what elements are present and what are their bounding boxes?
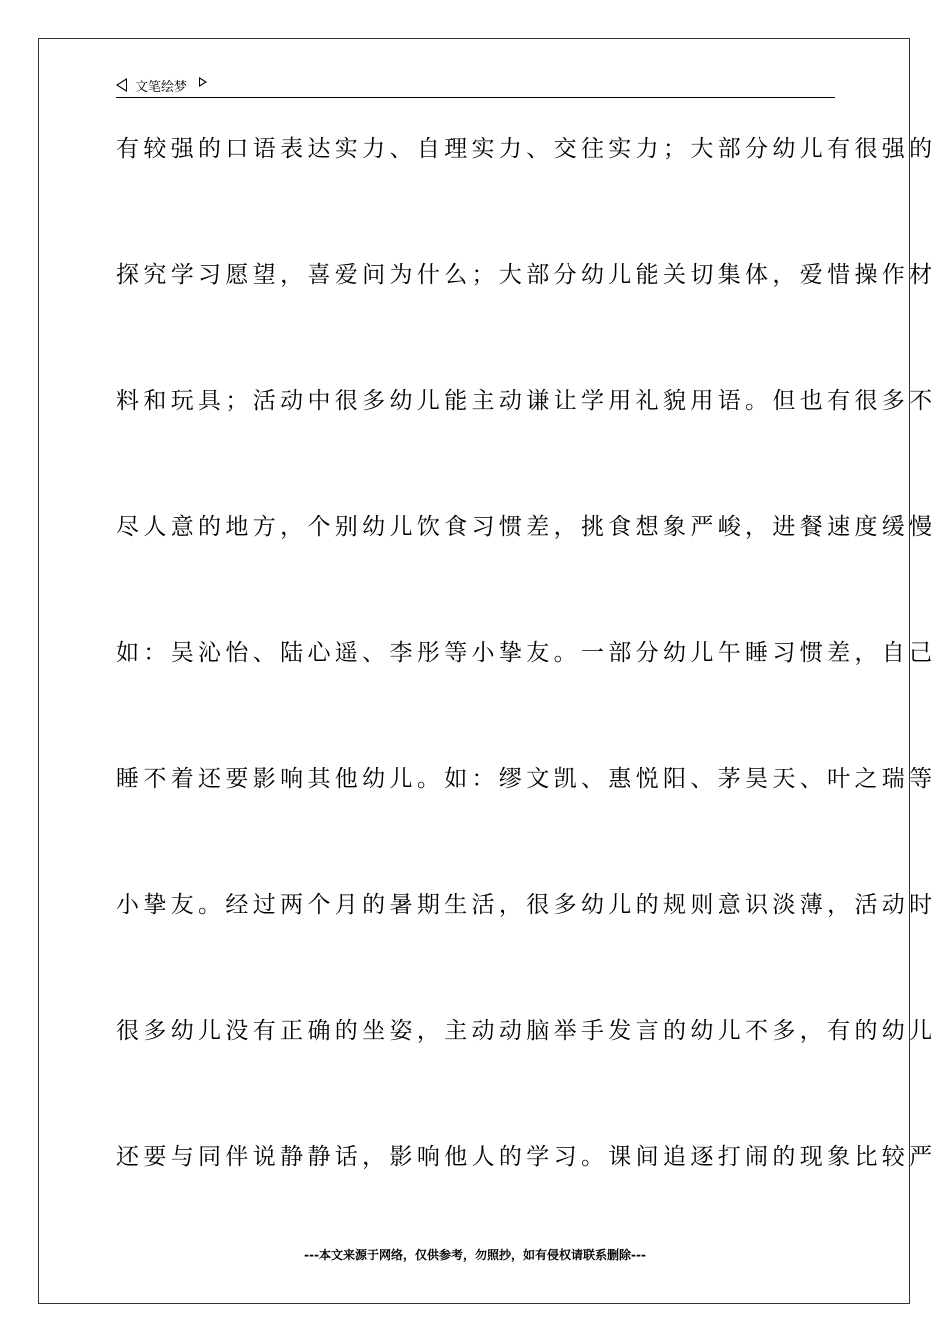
text-line: 还要与同伴说静静话，影响他人的学习。课间追逐打闹的现象比较严 — [116, 1144, 937, 1170]
text-line: 小挚友。经过两个月的暑期生活，很多幼儿的规则意识淡薄，活动时 — [116, 892, 937, 918]
text-line: 睡不着还要影响其他幼儿。如：缪文凯、惠悦阳、茅昊天、叶之瑞等 — [116, 766, 937, 792]
text-line: 有较强的口语表达实力、自理实力、交往实力；大部分幼儿有很强的 — [116, 136, 937, 162]
body-text — [116, 131, 937, 1265]
header-divider — [116, 97, 835, 98]
text-line: 探究学习愿望，喜爱问为什么；大部分幼儿能关切集体，爱惜操作材 — [116, 262, 937, 288]
text-line: 如：吴沁怡、陆心遥、李彤等小挚友。一部分幼儿午睡习惯差，自己 — [116, 640, 937, 666]
header-title: 文笔绘梦 — [135, 79, 188, 95]
footer-notice: ---本文来源于网络，仅供参考，勿照抄，如有侵权请联系删除--- — [304, 1248, 646, 1262]
triangle-left-icon — [116, 78, 127, 92]
triangle-right-icon — [199, 77, 207, 87]
text-line: 尽人意的地方，个别幼儿饮食习惯差，挑食想象严峻，进餐速度缓慢 — [116, 514, 937, 540]
text-line: 料和玩具；活动中很多幼儿能主动谦让学用礼貌用语。但也有很多不 — [116, 388, 937, 414]
document-header — [116, 74, 207, 96]
text-line: 很多幼儿没有正确的坐姿，主动动脑举手发言的幼儿不多，有的幼儿 — [116, 1018, 937, 1044]
